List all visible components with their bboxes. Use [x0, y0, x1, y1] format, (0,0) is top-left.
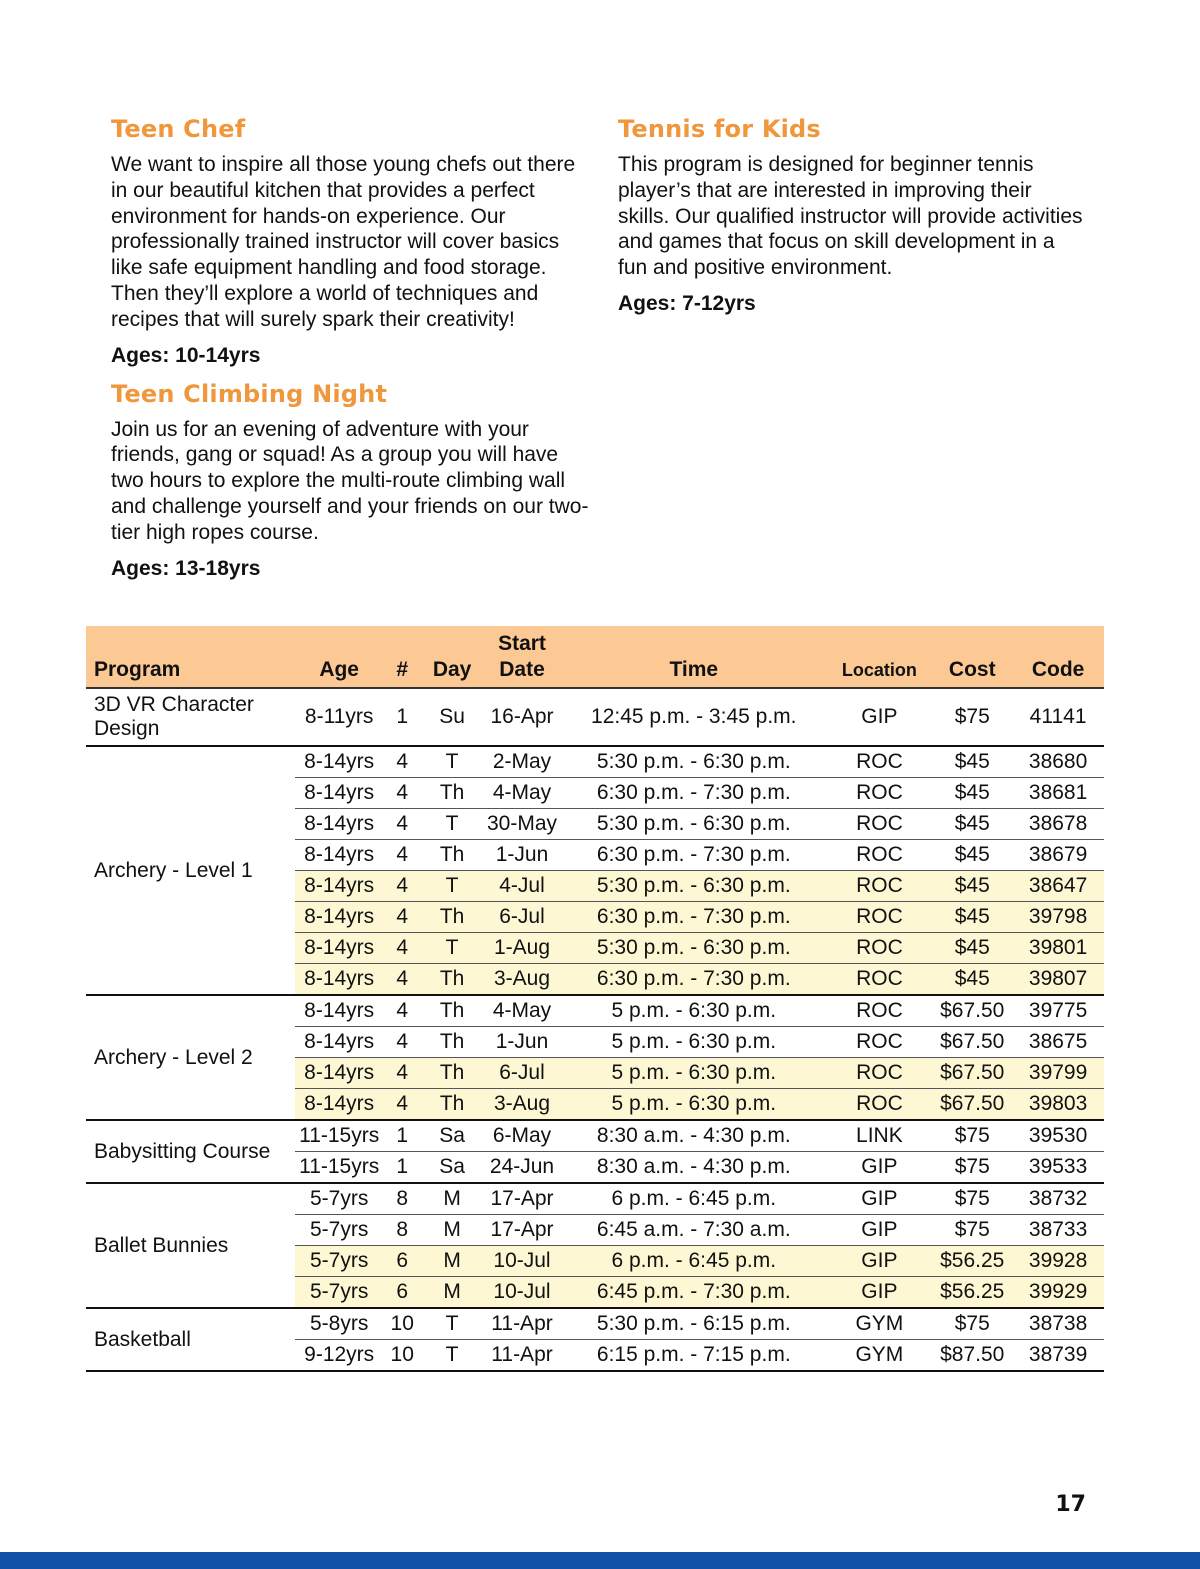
cell-code: 38647 — [1012, 871, 1104, 902]
cell-day: M — [421, 1246, 483, 1277]
cell-location: ROC — [827, 995, 933, 1027]
cell-time: 6:30 p.m. - 7:30 p.m. — [561, 778, 826, 809]
tennis-ages: Ages: 7-12yrs — [618, 291, 756, 315]
program-name: 3D VR Character Design — [86, 688, 295, 746]
right-column — [618, 114, 1088, 327]
program-name: Archery - Level 1 — [86, 746, 295, 995]
cell-num: 4 — [383, 746, 421, 778]
teen-chef-ages: Ages: 10-14yrs — [111, 343, 261, 367]
footer-bar — [0, 1552, 1200, 1569]
cell-time: 6:30 p.m. - 7:30 p.m. — [561, 840, 826, 871]
cell-day: Th — [421, 840, 483, 871]
cell-start: 1-Aug — [483, 933, 561, 964]
cell-day: Su — [421, 688, 483, 746]
cell-day: Th — [421, 964, 483, 996]
cell-start: 6-Jul — [483, 902, 561, 933]
cell-cost: $45 — [932, 964, 1012, 996]
cell-code: 38679 — [1012, 840, 1104, 871]
cell-start: 16-Apr — [483, 688, 561, 746]
cell-num: 10 — [383, 1340, 421, 1372]
cell-location: ROC — [827, 809, 933, 840]
cell-start: 3-Aug — [483, 964, 561, 996]
program-name: Ballet Bunnies — [86, 1183, 295, 1308]
cell-age: 8-14yrs — [295, 840, 383, 871]
program-name: Babysitting Course — [86, 1120, 295, 1183]
cell-num: 8 — [383, 1215, 421, 1246]
cell-cost: $75 — [932, 1308, 1012, 1340]
cell-cost: $45 — [932, 902, 1012, 933]
cell-age: 5-7yrs — [295, 1183, 383, 1215]
cell-code: 38732 — [1012, 1183, 1104, 1215]
cell-age: 8-11yrs — [295, 688, 383, 746]
cell-cost: $75 — [932, 1152, 1012, 1184]
cell-cost: $67.50 — [932, 1089, 1012, 1121]
cell-num: 4 — [383, 933, 421, 964]
cell-location: ROC — [827, 933, 933, 964]
header-start-line2: Date — [499, 658, 545, 681]
cell-start: 17-Apr — [483, 1215, 561, 1246]
cell-time: 8:30 a.m. - 4:30 p.m. — [561, 1120, 826, 1152]
cell-code: 39803 — [1012, 1089, 1104, 1121]
cell-start: 10-Jul — [483, 1277, 561, 1309]
cell-cost: $56.25 — [932, 1246, 1012, 1277]
cell-time: 6 p.m. - 6:45 p.m. — [561, 1183, 826, 1215]
cell-age: 9-12yrs — [295, 1340, 383, 1372]
cell-cost: $75 — [932, 1183, 1012, 1215]
cell-age: 8-14yrs — [295, 809, 383, 840]
cell-cost: $56.25 — [932, 1277, 1012, 1309]
cell-location: GIP — [827, 1277, 933, 1309]
cell-code: 38675 — [1012, 1027, 1104, 1058]
header-program: Program — [86, 626, 295, 688]
cell-num: 4 — [383, 1058, 421, 1089]
cell-time: 5 p.m. - 6:30 p.m. — [561, 1058, 826, 1089]
program-name: Basketball — [86, 1308, 295, 1371]
cell-code: 39533 — [1012, 1152, 1104, 1184]
teen-chef-title: Teen Chef — [111, 115, 246, 143]
cell-age: 8-14yrs — [295, 871, 383, 902]
table-row — [86, 746, 1104, 778]
cell-code: 38733 — [1012, 1215, 1104, 1246]
cell-cost: $45 — [932, 809, 1012, 840]
cell-location: GYM — [827, 1308, 933, 1340]
teen-climbing-title: Teen Climbing Night — [111, 379, 388, 408]
cell-location: GIP — [827, 688, 933, 746]
cell-day: T — [421, 871, 483, 902]
table-row — [86, 1308, 1104, 1340]
cell-time: 5 p.m. - 6:30 p.m. — [561, 1089, 826, 1121]
cell-age: 8-14yrs — [295, 778, 383, 809]
page-number: 17 — [1055, 1492, 1086, 1517]
cell-day: Th — [421, 995, 483, 1027]
cell-day: Th — [421, 1058, 483, 1089]
cell-code: 38681 — [1012, 778, 1104, 809]
cell-start: 6-May — [483, 1120, 561, 1152]
header-code: Code — [1012, 626, 1104, 688]
cell-cost: $87.50 — [932, 1340, 1012, 1372]
cell-cost: $75 — [932, 1120, 1012, 1152]
cell-age: 5-7yrs — [295, 1277, 383, 1309]
cell-day: M — [421, 1215, 483, 1246]
cell-num: 10 — [383, 1308, 421, 1340]
cell-num: 4 — [383, 1089, 421, 1121]
header-location: Location — [827, 626, 933, 688]
cell-time: 6:45 a.m. - 7:30 a.m. — [561, 1215, 826, 1246]
cell-time: 6:45 p.m. - 7:30 p.m. — [561, 1277, 826, 1309]
cell-num: 8 — [383, 1183, 421, 1215]
cell-num: 4 — [383, 964, 421, 996]
cell-age: 8-14yrs — [295, 1089, 383, 1121]
header-time: Time — [561, 626, 826, 688]
cell-code: 39807 — [1012, 964, 1104, 996]
schedule-table — [86, 626, 1104, 1372]
cell-day: Sa — [421, 1120, 483, 1152]
header-day: Day — [421, 626, 483, 688]
cell-cost: $67.50 — [932, 1058, 1012, 1089]
cell-day: T — [421, 1340, 483, 1372]
cell-location: LINK — [827, 1120, 933, 1152]
cell-code: 39801 — [1012, 933, 1104, 964]
cell-time: 5 p.m. - 6:30 p.m. — [561, 1027, 826, 1058]
cell-num: 6 — [383, 1277, 421, 1309]
cell-time: 8:30 a.m. - 4:30 p.m. — [561, 1152, 826, 1184]
cell-day: M — [421, 1277, 483, 1309]
cell-time: 5:30 p.m. - 6:30 p.m. — [561, 871, 826, 902]
table-row — [86, 1183, 1104, 1215]
cell-cost: $75 — [932, 688, 1012, 746]
cell-cost: $45 — [932, 746, 1012, 778]
header-start-line1: Start — [498, 632, 546, 655]
table-row — [86, 995, 1104, 1027]
cell-day: Th — [421, 1089, 483, 1121]
cell-num: 4 — [383, 778, 421, 809]
cell-code: 38739 — [1012, 1340, 1104, 1372]
cell-day: Sa — [421, 1152, 483, 1184]
cell-time: 5:30 p.m. - 6:30 p.m. — [561, 809, 826, 840]
cell-start: 4-Jul — [483, 871, 561, 902]
left-column — [111, 114, 591, 592]
cell-cost: $67.50 — [932, 1027, 1012, 1058]
cell-code: 39929 — [1012, 1277, 1104, 1309]
cell-start: 1-Jun — [483, 1027, 561, 1058]
cell-time: 6:30 p.m. - 7:30 p.m. — [561, 964, 826, 996]
table-header-row — [86, 626, 1104, 688]
cell-num: 1 — [383, 1152, 421, 1184]
cell-start: 6-Jul — [483, 1058, 561, 1089]
cell-start: 3-Aug — [483, 1089, 561, 1121]
table-row — [86, 1120, 1104, 1152]
cell-day: T — [421, 1308, 483, 1340]
cell-num: 4 — [383, 1027, 421, 1058]
cell-location: ROC — [827, 778, 933, 809]
header-cost: Cost — [932, 626, 1012, 688]
cell-start: 4-May — [483, 995, 561, 1027]
cell-age: 8-14yrs — [295, 964, 383, 996]
table-row — [86, 688, 1104, 746]
schedule-body — [86, 688, 1104, 1371]
cell-code: 41141 — [1012, 688, 1104, 746]
cell-code: 39928 — [1012, 1246, 1104, 1277]
cell-code: 39530 — [1012, 1120, 1104, 1152]
cell-location: GIP — [827, 1183, 933, 1215]
tennis-title: Tennis for Kids — [618, 115, 821, 143]
header-start-date — [483, 626, 561, 688]
cell-age: 5-8yrs — [295, 1308, 383, 1340]
cell-time: 6:30 p.m. - 7:30 p.m. — [561, 902, 826, 933]
program-name: Archery - Level 2 — [86, 995, 295, 1120]
cell-start: 11-Apr — [483, 1308, 561, 1340]
cell-cost: $45 — [932, 778, 1012, 809]
cell-time: 6 p.m. - 6:45 p.m. — [561, 1246, 826, 1277]
cell-age: 8-14yrs — [295, 933, 383, 964]
cell-num: 4 — [383, 995, 421, 1027]
cell-location: ROC — [827, 964, 933, 996]
cell-time: 6:15 p.m. - 7:15 p.m. — [561, 1340, 826, 1372]
cell-time: 5:30 p.m. - 6:30 p.m. — [561, 746, 826, 778]
cell-num: 4 — [383, 902, 421, 933]
header-num: # — [383, 626, 421, 688]
teen-chef-description: We want to inspire all those young chefs out there in our beautiful kitchen that provides a perfect environment for hands-on experience. Our professionally trained instructor will cover basics like safe equipment handling and food storage. Then they’ll explore a world of techniques and recipes that will surely spark their creativity! — [111, 153, 576, 331]
cell-location: ROC — [827, 840, 933, 871]
cell-time: 5:30 p.m. - 6:15 p.m. — [561, 1308, 826, 1340]
cell-time: 5:30 p.m. - 6:30 p.m. — [561, 933, 826, 964]
cell-cost: $45 — [932, 840, 1012, 871]
cell-cost: $45 — [932, 871, 1012, 902]
cell-cost: $45 — [932, 933, 1012, 964]
cell-code: 39775 — [1012, 995, 1104, 1027]
cell-num: 1 — [383, 1120, 421, 1152]
cell-day: T — [421, 809, 483, 840]
cell-day: Th — [421, 902, 483, 933]
cell-age: 8-14yrs — [295, 1027, 383, 1058]
cell-num: 4 — [383, 871, 421, 902]
cell-start: 2-May — [483, 746, 561, 778]
cell-location: ROC — [827, 746, 933, 778]
cell-cost: $67.50 — [932, 995, 1012, 1027]
cell-num: 6 — [383, 1246, 421, 1277]
cell-age: 5-7yrs — [295, 1246, 383, 1277]
teen-climbing-ages: Ages: 13-18yrs — [111, 556, 261, 580]
cell-day: M — [421, 1183, 483, 1215]
cell-code: 38738 — [1012, 1308, 1104, 1340]
cell-location: GIP — [827, 1152, 933, 1184]
cell-location: ROC — [827, 1058, 933, 1089]
cell-day: T — [421, 746, 483, 778]
cell-start: 30-May — [483, 809, 561, 840]
cell-location: ROC — [827, 902, 933, 933]
teen-climbing-section — [111, 379, 591, 582]
cell-age: 8-14yrs — [295, 995, 383, 1027]
cell-location: ROC — [827, 1027, 933, 1058]
cell-age: 5-7yrs — [295, 1215, 383, 1246]
cell-num: 4 — [383, 809, 421, 840]
cell-code: 39798 — [1012, 902, 1104, 933]
cell-location: ROC — [827, 1089, 933, 1121]
cell-code: 38678 — [1012, 809, 1104, 840]
cell-cost: $75 — [932, 1215, 1012, 1246]
cell-num: 4 — [383, 840, 421, 871]
cell-day: Th — [421, 1027, 483, 1058]
header-age: Age — [295, 626, 383, 688]
cell-start: 24-Jun — [483, 1152, 561, 1184]
cell-start: 17-Apr — [483, 1183, 561, 1215]
cell-location: ROC — [827, 871, 933, 902]
cell-age: 8-14yrs — [295, 746, 383, 778]
cell-day: Th — [421, 778, 483, 809]
cell-location: GIP — [827, 1215, 933, 1246]
teen-climbing-description: Join us for an evening of adventure with your friends, gang or squad! As a group you will have two hours to explore the multi-route climbing wall and challenge yourself and your friends on our two-tier high ropes course. — [111, 417, 589, 544]
cell-age: 8-14yrs — [295, 1058, 383, 1089]
cell-time: 12:45 p.m. - 3:45 p.m. — [561, 688, 826, 746]
cell-start: 1-Jun — [483, 840, 561, 871]
cell-time: 5 p.m. - 6:30 p.m. — [561, 995, 826, 1027]
cell-day: T — [421, 933, 483, 964]
cell-code: 38680 — [1012, 746, 1104, 778]
cell-location: GIP — [827, 1246, 933, 1277]
cell-code: 39799 — [1012, 1058, 1104, 1089]
cell-age: 8-14yrs — [295, 902, 383, 933]
cell-start: 4-May — [483, 778, 561, 809]
cell-num: 1 — [383, 688, 421, 746]
cell-location: GYM — [827, 1340, 933, 1372]
tennis-description: This program is designed for beginner tennis player’s that are interested in improving their skills. Our qualified instructor will provide activities and games that focus on skill development in a fun and positive environment. — [618, 153, 1083, 280]
cell-start: 10-Jul — [483, 1246, 561, 1277]
cell-age: 11-15yrs — [295, 1152, 383, 1184]
cell-age: 11-15yrs — [295, 1120, 383, 1152]
cell-start: 11-Apr — [483, 1340, 561, 1372]
